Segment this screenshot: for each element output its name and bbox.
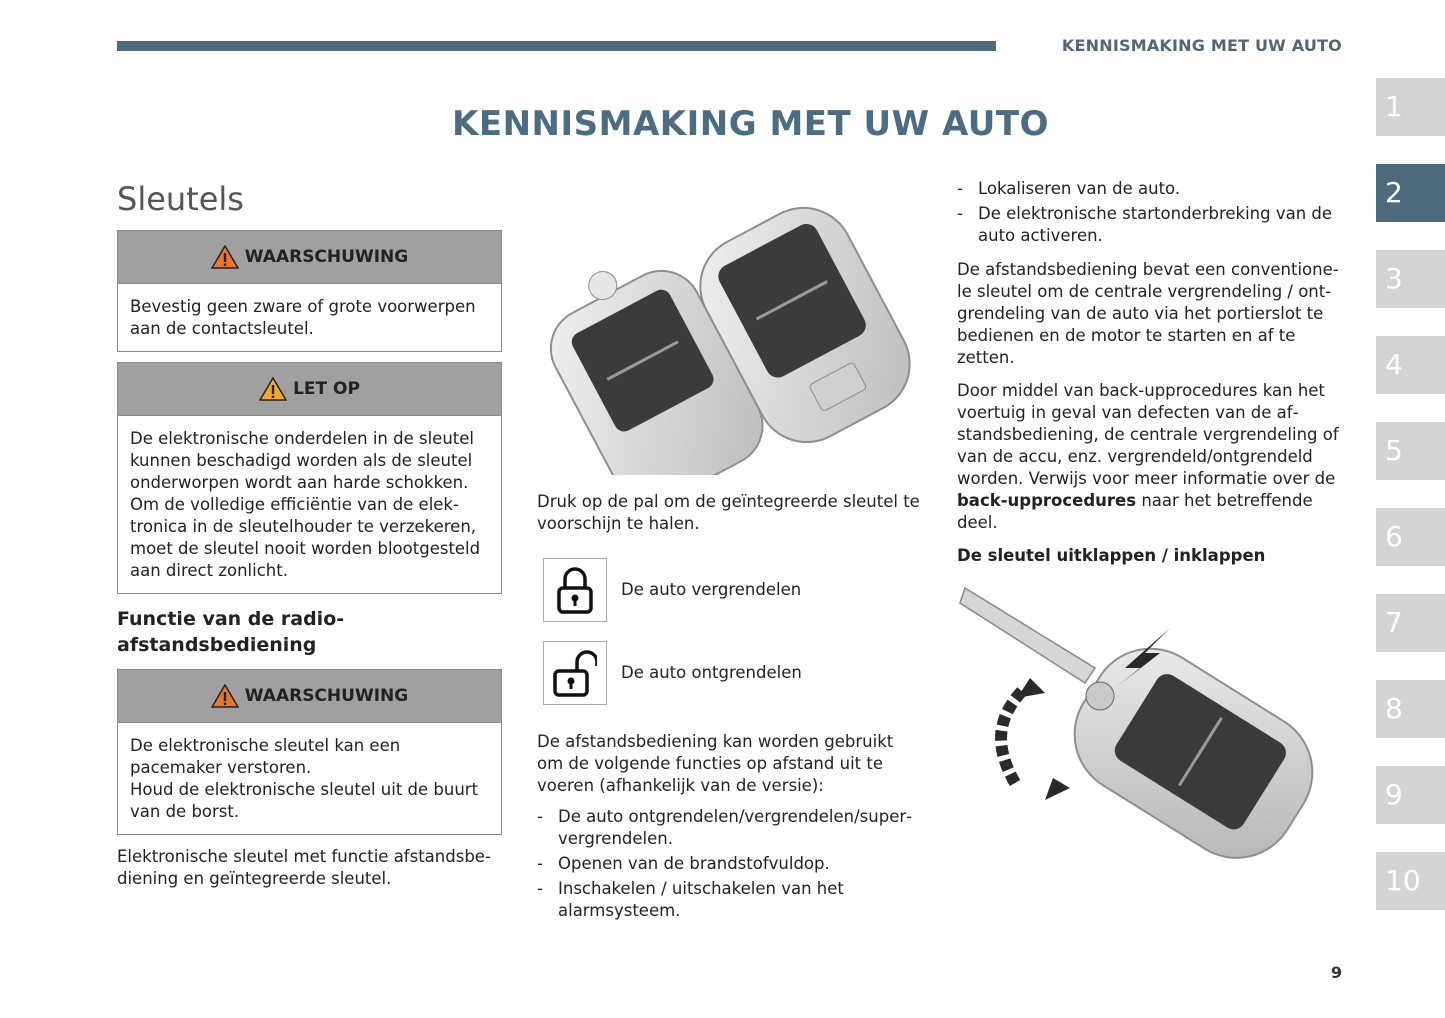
chapter-tabs xyxy=(1376,78,1445,938)
chapter-tab-6[interactable]: 6 xyxy=(1376,508,1445,566)
chapter-tab-5[interactable]: 5 xyxy=(1376,422,1445,480)
unlock-icon xyxy=(553,647,597,699)
warning-box-2 xyxy=(117,669,502,835)
warning-triangle-icon xyxy=(259,377,287,401)
chapter-tab-1[interactable]: 1 xyxy=(1376,78,1445,136)
warning-label: WAARSCHUWING xyxy=(244,686,409,706)
chapter-title: KENNISMAKING MET UW AUTO xyxy=(452,104,1049,144)
backup-text-start: Door middel van back-upprocedures kan het voertuig in geval van defecten van de afstandsbediening, de centrale vergrendeling of van de accu, enz. vergrendeld/ontgrendeld worden. Verwijs voor meer informatie over de xyxy=(957,381,1339,488)
key-caption: Elektronische sleutel met functie afstandsbediening en geïntegreerde sleutel. xyxy=(117,847,491,888)
warning-text-line-1: De elektronische sleutel kan een pacemaker verstoren. xyxy=(130,736,401,777)
list-item: - Lokaliseren van de auto. xyxy=(957,178,1342,200)
warning-header xyxy=(118,670,501,723)
remote-functions-list-continued xyxy=(957,178,1342,250)
warning-text-line-2: Houd de elektronische sleutel uit de buurt van de borst. xyxy=(130,780,479,821)
fold-key-heading: De sleutel uitklappen / inklappen xyxy=(957,546,1266,565)
warning-text xyxy=(118,723,501,833)
list-item: - De auto ontgrendelen/vergrendelen/supervergrendelen. xyxy=(537,806,922,850)
warning-box-1 xyxy=(117,230,502,352)
warning-text: Bevestig geen zware of grote voorwerpen aan de contactsleutel. xyxy=(130,297,476,338)
header-rule xyxy=(117,41,996,51)
warning-triangle-icon xyxy=(211,684,239,708)
remote-functions-intro: De afstandsbediening kan worden gebruikt om de volgende functies op afstand uit te voeren (afhankelijk van de versie): xyxy=(537,732,894,795)
backup-procedures-paragraph xyxy=(957,380,1342,534)
caution-box xyxy=(117,362,502,594)
chapter-tab-2[interactable]: 2 xyxy=(1376,164,1445,222)
fold-key-illustration xyxy=(955,578,1345,878)
chapter-tab-7[interactable]: 7 xyxy=(1376,594,1445,652)
warning-label: WAARSCHUWING xyxy=(244,247,409,267)
caution-text: De elektronische onderdelen in de sleutel kunnen beschadigd worden als de sleutel onderworpen wordt aan harde schokken. Om de volledige efficiëntie van de elektronica in de sleutelhouder te verzekeren, moet de sleutel nooit worden blootgesteld aan direct zonlicht. xyxy=(130,429,481,580)
list-item: - Openen van de brandstofvuldop. xyxy=(537,853,922,875)
chapter-tab-10[interactable]: 10 xyxy=(1376,852,1445,910)
chapter-tab-8[interactable]: 8 xyxy=(1376,680,1445,738)
warning-triangle-icon xyxy=(211,245,239,269)
remote-functions-list xyxy=(537,806,922,925)
list-item: - Inschakelen / uitschakelen van het alarmsysteem. xyxy=(537,878,922,922)
running-header: KENNISMAKING MET UW AUTO xyxy=(1061,36,1342,55)
key-fobs-illustration xyxy=(545,175,915,475)
lock-icon-box xyxy=(543,558,607,622)
caution-header xyxy=(118,363,501,416)
chapter-tab-3[interactable]: 3 xyxy=(1376,250,1445,308)
backup-text-end: naar het betreffende deel. xyxy=(957,491,1313,532)
section-title: Sleutels xyxy=(117,180,244,218)
chapter-tab-4[interactable]: 4 xyxy=(1376,336,1445,394)
subheading-remote-function: Functie van de radio-afstandsbediening xyxy=(117,608,345,656)
backup-procedures-link: back-upprocedures xyxy=(957,491,1137,510)
list-item: - De elektronische startonderbreking van de auto activeren. xyxy=(957,203,1342,247)
page-number: 9 xyxy=(1330,963,1342,982)
chapter-tab-9[interactable]: 9 xyxy=(1376,766,1445,824)
press-latch-text: Druk op de pal om de geïntegreerde sleutel te voorschijn te halen. xyxy=(537,492,920,533)
lock-label: De auto vergrendelen xyxy=(621,580,802,599)
unlock-label: De auto ontgrendelen xyxy=(621,663,802,682)
conventional-key-paragraph: De afstandsbediening bevat een conventionele sleutel om de centrale vergrendeling / ontgrendeling van de auto via het portierslot te bedienen en de motor te starten en af te zetten. xyxy=(957,260,1339,367)
lock-icon xyxy=(555,564,595,616)
warning-header xyxy=(118,231,501,284)
unlock-icon-box xyxy=(543,641,607,705)
caution-label: LET OP xyxy=(293,379,360,399)
